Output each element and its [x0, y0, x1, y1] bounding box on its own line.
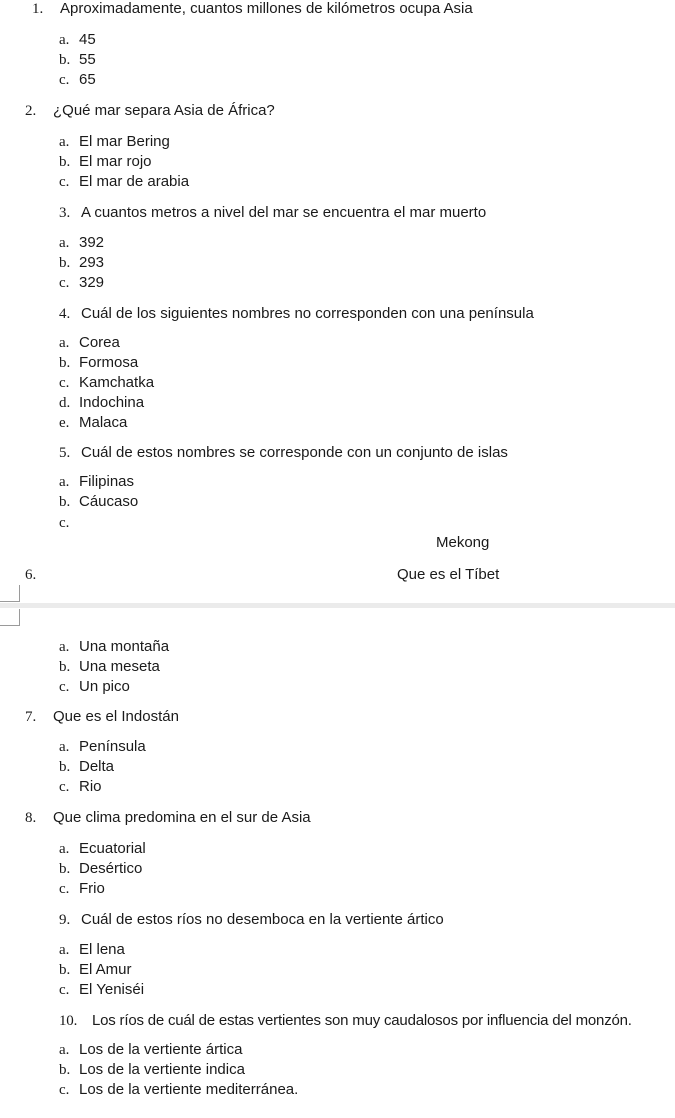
- option-6b: [59, 658, 160, 676]
- option-letter: b.: [59, 962, 71, 978]
- option-4e: [59, 414, 127, 432]
- option-text: Desértico: [79, 860, 143, 877]
- option-letter: c.: [59, 515, 70, 531]
- option-letter: c.: [59, 679, 70, 695]
- option-2c: [59, 173, 189, 191]
- option-letter: a.: [59, 474, 70, 490]
- option-5c: [59, 514, 79, 532]
- option-letter: e.: [59, 415, 70, 431]
- option-text: Una montaña: [79, 638, 170, 655]
- option-7c: [59, 778, 102, 796]
- option-letter: a.: [59, 841, 70, 857]
- option-letter: a.: [59, 1042, 70, 1058]
- option-5a: [59, 473, 134, 491]
- option-10a: [59, 1041, 242, 1059]
- option-text: 392: [79, 234, 105, 251]
- option-1c: [59, 71, 96, 89]
- option-text: Kamchatka: [79, 374, 155, 391]
- option-text: Ecuatorial: [79, 840, 146, 857]
- option-letter: c.: [59, 72, 70, 88]
- option-text: El lena: [79, 941, 125, 958]
- option-text: 293: [79, 254, 105, 271]
- option-letter: a.: [59, 32, 70, 48]
- option-letter: b.: [59, 494, 71, 510]
- option-text: El mar rojo: [79, 153, 152, 170]
- option-8a: [59, 840, 146, 858]
- question-9: [59, 911, 444, 929]
- option-text: Frio: [79, 880, 105, 897]
- page-divider: [0, 603, 675, 608]
- question-number: 5.: [59, 445, 71, 461]
- option-5b: [59, 493, 138, 511]
- option-6a: [59, 638, 169, 656]
- question-text: A cuantos metros a nivel del mar se encuentra el mar muerto: [81, 204, 487, 221]
- option-8b: [59, 860, 142, 878]
- question-1: [32, 0, 473, 18]
- option-text: Corea: [79, 334, 120, 351]
- question-3: [59, 204, 486, 222]
- option-letter: b.: [59, 659, 71, 675]
- question-text: Los ríos de cuál de estas vertientes son muy caudalosos por influencia del monzón.: [92, 1012, 632, 1029]
- floating-answer-text: Mekong: [436, 534, 490, 551]
- option-10b: [59, 1061, 245, 1079]
- question-5: [59, 444, 508, 462]
- question-number: 8.: [25, 810, 37, 826]
- option-4d: [59, 394, 144, 412]
- option-text: 65: [79, 71, 96, 88]
- option-letter: c.: [59, 375, 70, 391]
- question-6-number: [25, 566, 53, 584]
- option-letter: d.: [59, 395, 71, 411]
- option-10c: [59, 1081, 298, 1099]
- option-text: El mar Bering: [79, 133, 170, 150]
- option-4b: [59, 354, 138, 372]
- option-letter: b.: [59, 52, 71, 68]
- option-letter: c.: [59, 779, 70, 795]
- option-1a: [59, 31, 96, 49]
- option-text: El Yeniséi: [79, 981, 145, 998]
- question-number: 9.: [59, 912, 71, 928]
- option-text: El mar de arabia: [79, 173, 190, 190]
- option-9b: [59, 961, 132, 979]
- option-letter: b.: [59, 355, 71, 371]
- option-7a: [59, 738, 146, 756]
- option-letter: a.: [59, 942, 70, 958]
- option-4a: [59, 334, 120, 352]
- option-text: Malaca: [79, 414, 128, 431]
- option-letter: b.: [59, 861, 71, 877]
- option-text: 329: [79, 274, 105, 291]
- option-text: Una meseta: [79, 658, 160, 675]
- option-3a: [59, 234, 104, 252]
- option-3b: [59, 254, 104, 272]
- option-letter: c.: [59, 275, 70, 291]
- option-letter: a.: [59, 335, 70, 351]
- question-number: 7.: [25, 709, 37, 725]
- question-8: [25, 809, 311, 827]
- question-text: Que clima predomina en el sur de Asia: [53, 809, 311, 826]
- option-letter: a.: [59, 739, 70, 755]
- option-text: Rio: [79, 778, 102, 795]
- option-text: El Amur: [79, 961, 132, 978]
- answer-box[interactable]: [0, 609, 20, 626]
- answer-box[interactable]: [0, 585, 20, 602]
- option-letter: c.: [59, 982, 70, 998]
- question-text: Aproximadamente, cuantos millones de kilómetros ocupa Asia: [60, 0, 473, 17]
- option-text: Los de la vertiente mediterránea.: [79, 1081, 299, 1098]
- option-letter: b.: [59, 255, 71, 271]
- option-letter: b.: [59, 1062, 71, 1078]
- option-8c: [59, 880, 105, 898]
- option-letter: c.: [59, 174, 70, 190]
- option-letter: b.: [59, 154, 71, 170]
- option-letter: c.: [59, 1082, 70, 1098]
- option-text: Filipinas: [79, 473, 135, 490]
- option-text: Península: [79, 738, 146, 755]
- question-7: [25, 708, 179, 726]
- option-text: Un pico: [79, 678, 130, 695]
- question-text: Cuál de estos ríos no desemboca en la vertiente ártico: [81, 911, 444, 928]
- question-10: [59, 1012, 632, 1030]
- question-number: 1.: [32, 1, 44, 17]
- question-number: 3.: [59, 205, 71, 221]
- option-3c: [59, 274, 104, 292]
- question-text: ¿Qué mar separa Asia de África?: [53, 102, 275, 119]
- option-letter: b.: [59, 759, 71, 775]
- option-text: Indochina: [79, 394, 145, 411]
- option-2a: [59, 133, 170, 151]
- option-letter: c.: [59, 881, 70, 897]
- question-4: [59, 305, 534, 323]
- question-number: 10.: [59, 1013, 78, 1029]
- option-2b: [59, 153, 152, 171]
- option-letter: a.: [59, 639, 70, 655]
- option-text: 45: [79, 31, 96, 48]
- option-6c: [59, 678, 130, 696]
- question-text: Que es el Indostán: [53, 708, 179, 725]
- question-number: 6.: [25, 567, 37, 583]
- option-text: Delta: [79, 758, 115, 775]
- option-letter: a.: [59, 134, 70, 150]
- option-text: 55: [79, 51, 96, 68]
- option-9a: [59, 941, 125, 959]
- question-text: Cuál de los siguientes nombres no corresponden con una península: [81, 305, 534, 322]
- option-letter: a.: [59, 235, 70, 251]
- question-number: 4.: [59, 306, 71, 322]
- option-text: Los de la vertiente ártica: [79, 1041, 243, 1058]
- option-9c: [59, 981, 144, 999]
- question-2: [25, 102, 275, 120]
- option-text: Los de la vertiente indica: [79, 1061, 245, 1078]
- question-6-text: Que es el Tíbet: [397, 566, 500, 583]
- option-7b: [59, 758, 114, 776]
- option-4c: [59, 374, 154, 392]
- option-text: Cáucaso: [79, 493, 139, 510]
- option-text: Formosa: [79, 354, 139, 371]
- question-text: Cuál de estos nombres se corresponde con un conjunto de islas: [81, 444, 508, 461]
- question-number: 2.: [25, 103, 37, 119]
- option-1b: [59, 51, 96, 69]
